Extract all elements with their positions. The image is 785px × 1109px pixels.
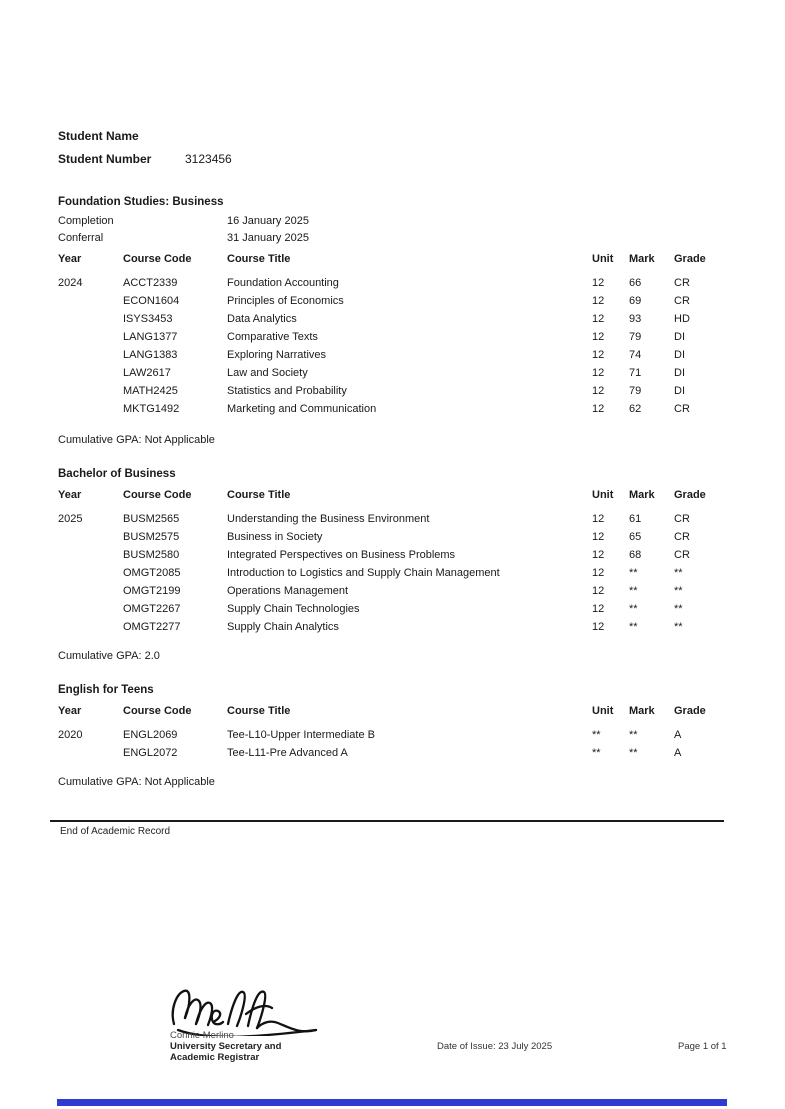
table-rows — [58, 726, 727, 762]
course-code-cell: ACCT2339 — [123, 277, 178, 289]
course-title-cell: Business in Society — [227, 531, 323, 543]
unit-cell: 12 — [592, 277, 605, 289]
year-cell: 2024 — [58, 277, 83, 289]
table-row — [58, 274, 727, 292]
course-code-cell: ENGL2069 — [123, 729, 178, 741]
meta-label: Conferral — [58, 232, 104, 244]
column-header: Unit — [592, 253, 614, 265]
column-header: Mark — [629, 705, 655, 717]
mark-cell: ** — [629, 747, 638, 759]
column-header: Course Code — [123, 253, 192, 265]
grade-cell: CR — [674, 403, 690, 415]
grade-cell: CR — [674, 531, 690, 543]
mark-cell: 79 — [629, 385, 642, 397]
table-row — [58, 328, 727, 346]
mark-cell: 93 — [629, 313, 642, 325]
meta-value: 31 January 2025 — [227, 232, 309, 244]
table-row — [58, 618, 727, 636]
meta-value: 16 January 2025 — [227, 215, 309, 227]
mark-cell: 62 — [629, 403, 642, 415]
section-title: English for Teens — [58, 684, 154, 696]
year-cell — [58, 328, 123, 346]
unit-cell: 12 — [592, 349, 605, 361]
section-title: Bachelor of Business — [58, 468, 176, 480]
cumulative-gpa: Cumulative GPA: 2.0 — [58, 650, 160, 662]
course-code-cell: ENGL2072 — [123, 747, 178, 759]
table-row — [58, 546, 727, 564]
year-cell — [58, 528, 123, 546]
table-row — [58, 600, 727, 618]
course-code-cell: OMGT2199 — [123, 585, 181, 597]
mark-cell: 65 — [629, 531, 642, 543]
course-code-cell: OMGT2277 — [123, 621, 181, 633]
year-cell — [58, 382, 123, 400]
course-title-cell: Tee-L10-Upper Intermediate B — [227, 729, 375, 741]
unit-cell: 12 — [592, 585, 605, 597]
grade-cell: CR — [674, 295, 690, 307]
unit-cell: 12 — [592, 403, 605, 415]
mark-cell: ** — [629, 729, 638, 741]
mark-cell: 66 — [629, 277, 642, 289]
student-number-label: Student Number — [58, 152, 152, 166]
mark-cell: 68 — [629, 549, 642, 561]
year-cell — [58, 618, 123, 636]
course-section — [58, 682, 727, 790]
year-cell — [58, 744, 123, 762]
table-header-row — [58, 704, 727, 719]
student-name-row — [58, 128, 727, 144]
course-code-cell: OMGT2085 — [123, 567, 181, 579]
unit-cell: 12 — [592, 313, 605, 325]
course-title-cell: Statistics and Probability — [227, 385, 347, 397]
year-cell — [58, 292, 123, 310]
course-title-cell: Introduction to Logistics and Supply Chain Management — [227, 567, 500, 579]
course-code-cell: LAW2617 — [123, 367, 171, 379]
year-cell: 2020 — [58, 729, 83, 741]
unit-cell: 12 — [592, 531, 605, 543]
unit-cell: 12 — [592, 603, 605, 615]
column-header: Course Title — [227, 253, 291, 265]
unit-cell: 12 — [592, 549, 605, 561]
table-rows — [58, 510, 727, 636]
mark-cell: ** — [629, 621, 638, 633]
course-title-cell: Data Analytics — [227, 313, 297, 325]
page-indicator: Page 1 of 1 — [678, 1041, 727, 1052]
table-header-row — [58, 252, 727, 267]
column-header: Course Title — [227, 489, 291, 501]
student-number-value: 3123456 — [185, 152, 232, 166]
year-cell — [58, 400, 123, 418]
table-row — [58, 510, 727, 528]
course-title-cell: Supply Chain Technologies — [227, 603, 360, 615]
grade-cell: CR — [674, 277, 690, 289]
grade-cell: ** — [674, 567, 683, 579]
grade-cell: ** — [674, 585, 683, 597]
grade-cell: ** — [674, 603, 683, 615]
course-code-cell: MATH2425 — [123, 385, 178, 397]
mark-cell: 74 — [629, 349, 642, 361]
column-header: Unit — [592, 489, 614, 501]
student-name-label: Student Name — [58, 129, 139, 143]
course-title-cell: Tee-L11-Pre Advanced A — [227, 747, 348, 759]
section-title: Foundation Studies: Business — [58, 196, 224, 208]
course-title-cell: Understanding the Business Environment — [227, 513, 430, 525]
table-row — [58, 528, 727, 546]
column-header: Mark — [629, 253, 655, 265]
table-row — [58, 382, 727, 400]
year-cell: 2025 — [58, 513, 83, 525]
grade-cell: A — [674, 747, 682, 759]
course-title-cell: Principles of Economics — [227, 295, 344, 307]
cumulative-gpa: Cumulative GPA: Not Applicable — [58, 434, 215, 446]
course-code-cell: OMGT2267 — [123, 603, 181, 615]
table-row — [58, 726, 727, 744]
table-row — [58, 292, 727, 310]
course-title-cell: Exploring Narratives — [227, 349, 327, 361]
year-cell — [58, 346, 123, 364]
grade-cell: DI — [674, 385, 685, 397]
mark-cell: 71 — [629, 367, 642, 379]
section-meta — [58, 213, 727, 247]
unit-cell: 12 — [592, 295, 605, 307]
signature-icon — [168, 984, 318, 1036]
grade-cell: ** — [674, 621, 683, 633]
column-header: Unit — [592, 705, 614, 717]
table-header-row — [58, 488, 727, 503]
registrar-signature — [168, 984, 318, 1036]
grade-cell: DI — [674, 331, 685, 343]
meta-label: Completion — [58, 215, 114, 227]
course-title-cell: Supply Chain Analytics — [227, 621, 339, 633]
column-header: Year — [58, 489, 82, 501]
table-row — [58, 400, 727, 418]
meta-row — [58, 213, 727, 230]
unit-cell: 12 — [592, 513, 605, 525]
unit-cell: 12 — [592, 385, 605, 397]
unit-cell: 12 — [592, 367, 605, 379]
meta-row — [58, 230, 727, 247]
year-cell — [58, 600, 123, 618]
year-cell — [58, 546, 123, 564]
signatory-title-line1: University Secretary and — [170, 1041, 282, 1052]
grade-cell: CR — [674, 549, 690, 561]
cumulative-gpa: Cumulative GPA: Not Applicable — [58, 776, 215, 788]
table-row — [58, 582, 727, 600]
signatory-title-line2: Academic Registrar — [170, 1052, 260, 1063]
year-cell — [58, 364, 123, 382]
mark-cell: ** — [629, 603, 638, 615]
course-title-cell: Marketing and Communication — [227, 403, 377, 415]
column-header: Year — [58, 253, 82, 265]
course-title-cell: Comparative Texts — [227, 331, 318, 343]
column-header: Grade — [674, 489, 706, 501]
course-code-cell: ECON1604 — [123, 295, 180, 307]
table-rows — [58, 274, 727, 418]
table-row — [58, 564, 727, 582]
column-header: Year — [58, 705, 82, 717]
course-code-cell: LANG1383 — [123, 349, 178, 361]
course-title-cell: Law and Society — [227, 367, 308, 379]
course-code-cell: ISYS3453 — [123, 313, 173, 325]
year-cell — [58, 310, 123, 328]
unit-cell: 12 — [592, 331, 605, 343]
course-code-cell: MKTG1492 — [123, 403, 180, 415]
course-title-cell: Foundation Accounting — [227, 277, 339, 289]
course-sections — [58, 194, 727, 790]
date-of-issue: Date of Issue: 23 July 2025 — [437, 1041, 553, 1052]
column-header: Course Code — [123, 705, 192, 717]
mark-cell: 69 — [629, 295, 642, 307]
column-header: Course Title — [227, 705, 291, 717]
mark-cell: 61 — [629, 513, 642, 525]
end-of-record-note: End of Academic Record — [60, 826, 171, 837]
grade-cell: HD — [674, 313, 690, 325]
column-header: Course Code — [123, 489, 192, 501]
column-header: Mark — [629, 489, 655, 501]
table-row — [58, 310, 727, 328]
footer-accent-bar — [57, 1099, 727, 1106]
end-of-record-divider — [50, 820, 724, 822]
unit-cell: ** — [592, 747, 601, 759]
column-header: Grade — [674, 253, 706, 265]
course-code-cell: LANG1377 — [123, 331, 178, 343]
course-code-cell: BUSM2565 — [123, 513, 180, 525]
grade-cell: CR — [674, 513, 690, 525]
unit-cell: 12 — [592, 621, 605, 633]
table-row — [58, 346, 727, 364]
unit-cell: ** — [592, 729, 601, 741]
unit-cell: 12 — [592, 567, 605, 579]
year-cell — [58, 564, 123, 582]
course-section — [58, 194, 727, 448]
mark-cell: ** — [629, 567, 638, 579]
grade-cell: DI — [674, 349, 685, 361]
column-header: Grade — [674, 705, 706, 717]
course-code-cell: BUSM2580 — [123, 549, 180, 561]
course-title-cell: Integrated Perspectives on Business Problems — [227, 549, 456, 561]
course-code-cell: BUSM2575 — [123, 531, 180, 543]
grade-cell: DI — [674, 367, 685, 379]
signatory-name: Connie Merlino — [170, 1030, 234, 1041]
course-title-cell: Operations Management — [227, 585, 349, 597]
table-row — [58, 364, 727, 382]
grade-cell: A — [674, 729, 682, 741]
table-row — [58, 744, 727, 762]
mark-cell: ** — [629, 585, 638, 597]
year-cell — [58, 582, 123, 600]
transcript-content — [58, 0, 727, 839]
mark-cell: 79 — [629, 331, 642, 343]
student-number-row — [58, 151, 727, 167]
course-section — [58, 466, 727, 664]
